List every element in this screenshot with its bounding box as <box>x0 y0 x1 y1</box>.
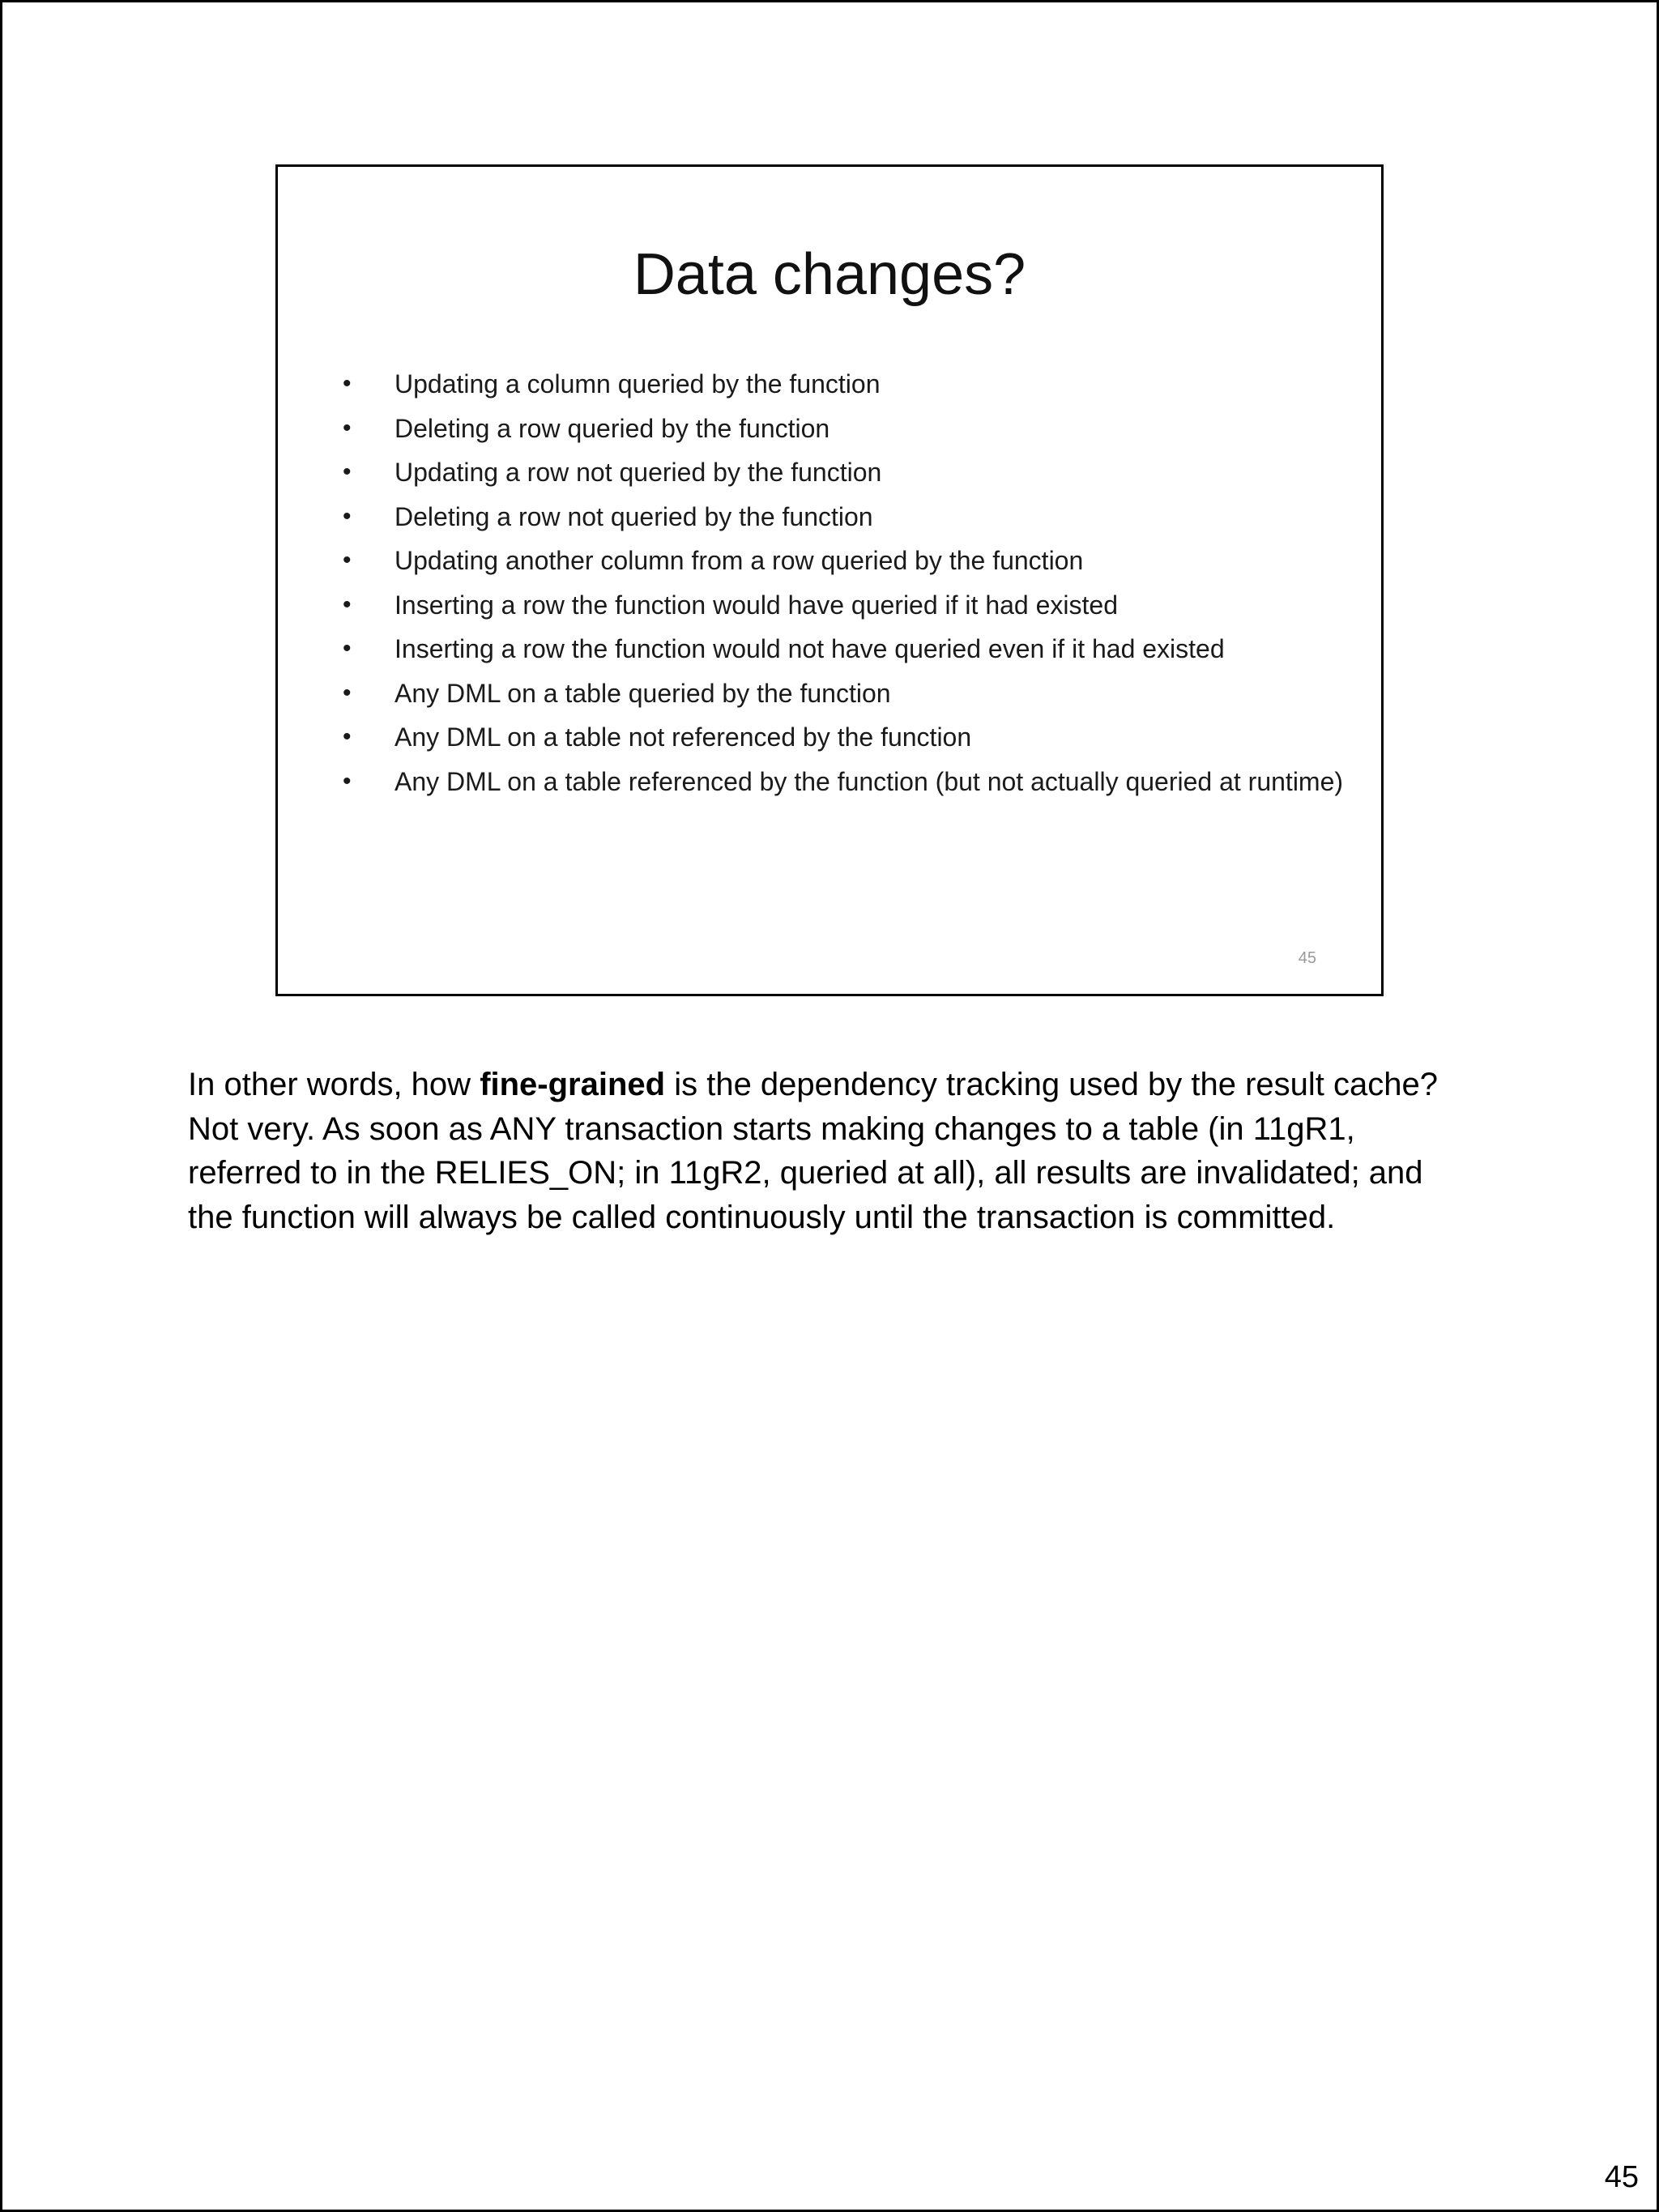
bullet-text-part: Any DML on a table not referenced by the function <box>394 722 972 752</box>
bullet-text <box>394 369 881 399</box>
bullet-item <box>336 542 1357 579</box>
notes-text-start: In other words, how <box>188 1067 480 1102</box>
bullet-item <box>336 763 1357 800</box>
notes-emphasis: fine-grained <box>480 1067 666 1102</box>
slide-number: 45 <box>1298 949 1316 967</box>
bullet-item <box>336 718 1357 756</box>
bullet-text <box>394 458 881 487</box>
bullet-text-part: have queried even if it had existed <box>824 634 1225 663</box>
bullet-text-part: queried by the function <box>603 501 873 531</box>
bullet-text-part: Inserting a row the function <box>394 634 714 663</box>
bullet-text-part: Any DML on a table referenced by the function <box>394 766 936 796</box>
bullet-text-part: Updating <box>394 546 505 575</box>
bullet-dot-icon: • <box>343 370 352 397</box>
bullet-text <box>394 722 971 752</box>
bullet-text <box>394 679 891 708</box>
bullet-text-part: not <box>576 458 612 487</box>
bullet-text <box>394 502 873 531</box>
bullet-text-part: not <box>567 501 603 531</box>
bullet-dot-icon: • <box>343 635 352 662</box>
bullet-text <box>394 546 1083 575</box>
bullet-text-part: another column <box>505 546 684 575</box>
bullet-dot-icon: • <box>343 502 352 530</box>
bullet-text-part: would have <box>713 590 844 620</box>
bullet-text-part: queried by the function <box>612 458 882 487</box>
bullet-item <box>336 630 1357 667</box>
bullet-text-part: from a row queried by the function <box>684 546 1084 575</box>
bullet-dot-icon: • <box>343 590 352 618</box>
bullet-item <box>336 365 1357 403</box>
bullet-list <box>336 365 1357 807</box>
bullet-text <box>394 414 830 443</box>
bullet-item <box>336 498 1357 535</box>
bullet-item <box>336 454 1357 491</box>
bullet-text-part: Inserting a row the function <box>394 590 714 620</box>
bullet-text-part: would not <box>713 634 825 663</box>
bullet-text-part: Deleting a row queried by the function <box>394 413 830 443</box>
bullet-dot-icon: • <box>343 723 352 750</box>
notes-text-rest: is the dependency tracking used by the result cache? Not very. As soon as ANY transaction starts making changes to a table (in 11gR1, referred to in the RELIES_ON; in 11gR2, queried at all), all results are invalidated; and the function will always be called continuously until the transaction is committed. <box>188 1067 1439 1235</box>
slide-title: Data changes? <box>633 242 1026 307</box>
bullet-dot-icon: • <box>343 414 352 441</box>
bullet-text <box>394 767 1343 796</box>
bullet-text <box>394 590 1118 620</box>
bullet-dot-icon: • <box>343 767 352 795</box>
speaker-notes <box>188 1063 1468 1239</box>
slide-thumbnail <box>275 164 1384 996</box>
bullet-text-part: Updating a column queried by the function <box>394 369 881 399</box>
bullet-item <box>336 675 1357 712</box>
bullet-dot-icon: • <box>343 458 352 485</box>
bullet-text-part: Deleting a row <box>394 501 568 531</box>
bullet-dot-icon: • <box>343 547 352 573</box>
bullet-dot-icon: • <box>343 679 352 706</box>
bullet-item <box>336 410 1357 447</box>
bullet-text <box>394 634 1225 663</box>
bullet-text-part: queried if it had existed <box>844 590 1118 620</box>
bullet-text-part: (but not actually queried at runtime) <box>935 766 1344 796</box>
page-number: 45 <box>1604 2160 1639 2194</box>
bullet-text-part: Any DML on a table queried by the function <box>394 678 891 708</box>
bullet-item <box>336 586 1357 624</box>
bullet-text-part: Updating a row <box>394 458 577 487</box>
